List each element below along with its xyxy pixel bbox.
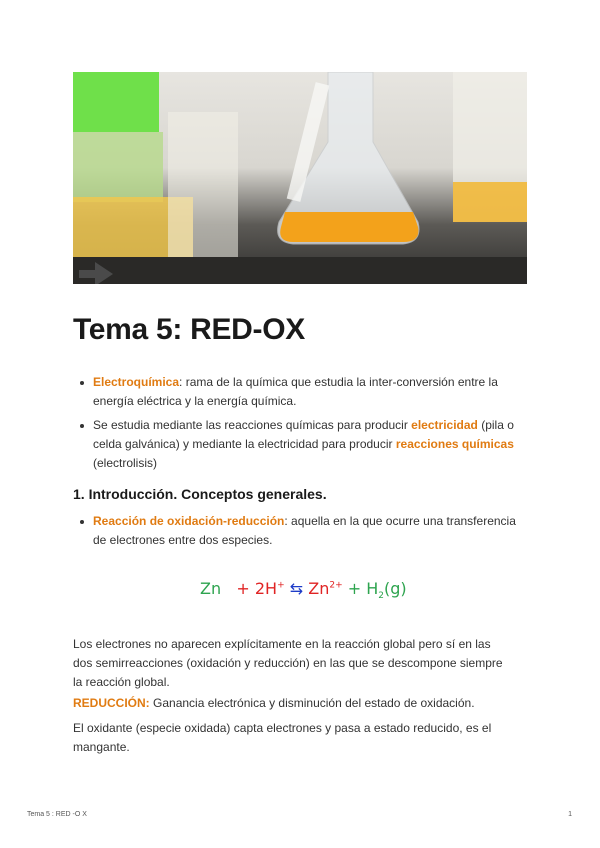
eq-h-ion: 2H	[254, 579, 278, 598]
eq-zn: Zn	[200, 579, 222, 598]
section-heading: 1. Introducción. Conceptos generales.	[73, 486, 327, 502]
term-electricidad: electricidad	[411, 418, 478, 432]
page-title: Tema 5: RED-OX	[73, 313, 305, 346]
eq-zn-charge: 2+	[329, 580, 343, 591]
term-redox: Reacción de oxidación-reducción	[93, 514, 285, 528]
paragraph-electrons: Los electrones no aparecen explícitamente en la reacción global pero sí en las dos semirreacciones (oxidación y reducción) en las que se descompone siempre la reacción global.	[73, 637, 503, 689]
eq-h2-subscript: 2	[378, 591, 384, 602]
paragraph-oxidante: El oxidante (especie oxidada) capta electrones y pasa a estado reducido, es el mangante.	[73, 721, 492, 754]
term-reacciones-quimicas: reacciones químicas	[395, 437, 514, 451]
eq-plus: +	[236, 579, 250, 598]
paragraph-reduccion	[73, 694, 513, 713]
list-item	[80, 512, 520, 550]
eq-h-charge: +	[277, 580, 285, 591]
equilibrium-arrow-icon: ⇆	[289, 579, 304, 598]
bullet-text: (electrolisis)	[93, 456, 158, 470]
bullet-text: Se estudia mediante las reacciones químicas para producir	[93, 418, 412, 432]
header-photo-lab-flasks	[73, 72, 527, 284]
definition-text: : aquella en la que ocurre una transferencia de electrones entre dos especies.	[93, 514, 516, 547]
term-reduccion: REDUCCIÓN:	[73, 696, 150, 710]
term-electroquimica: Electroquímica	[93, 375, 180, 389]
bullet-text: (pila o celda galvánica) y mediante la electricidad para producir	[93, 418, 514, 451]
definition-text: Ganancia electrónica y disminución del estado de oxidación.	[149, 696, 475, 710]
list-item	[80, 373, 520, 411]
redox-equation	[200, 579, 407, 601]
list-item	[80, 416, 520, 473]
section-bullet-list	[80, 512, 520, 550]
intro-bullet-list	[80, 373, 520, 473]
forward-arrow-icon	[79, 262, 117, 284]
eq-zn-ion: Zn	[308, 579, 330, 598]
page-number: 1	[568, 811, 572, 818]
definition-text: : rama de la química que estudia la inter-conversión entre la energía eléctrica y la energía química.	[93, 375, 498, 408]
eq-plus: +	[347, 579, 362, 598]
footer-doc-title: Tema 5 : RED -O X	[27, 811, 87, 818]
eq-h2: H	[366, 579, 379, 598]
eq-h2-state: (g)	[383, 579, 407, 598]
